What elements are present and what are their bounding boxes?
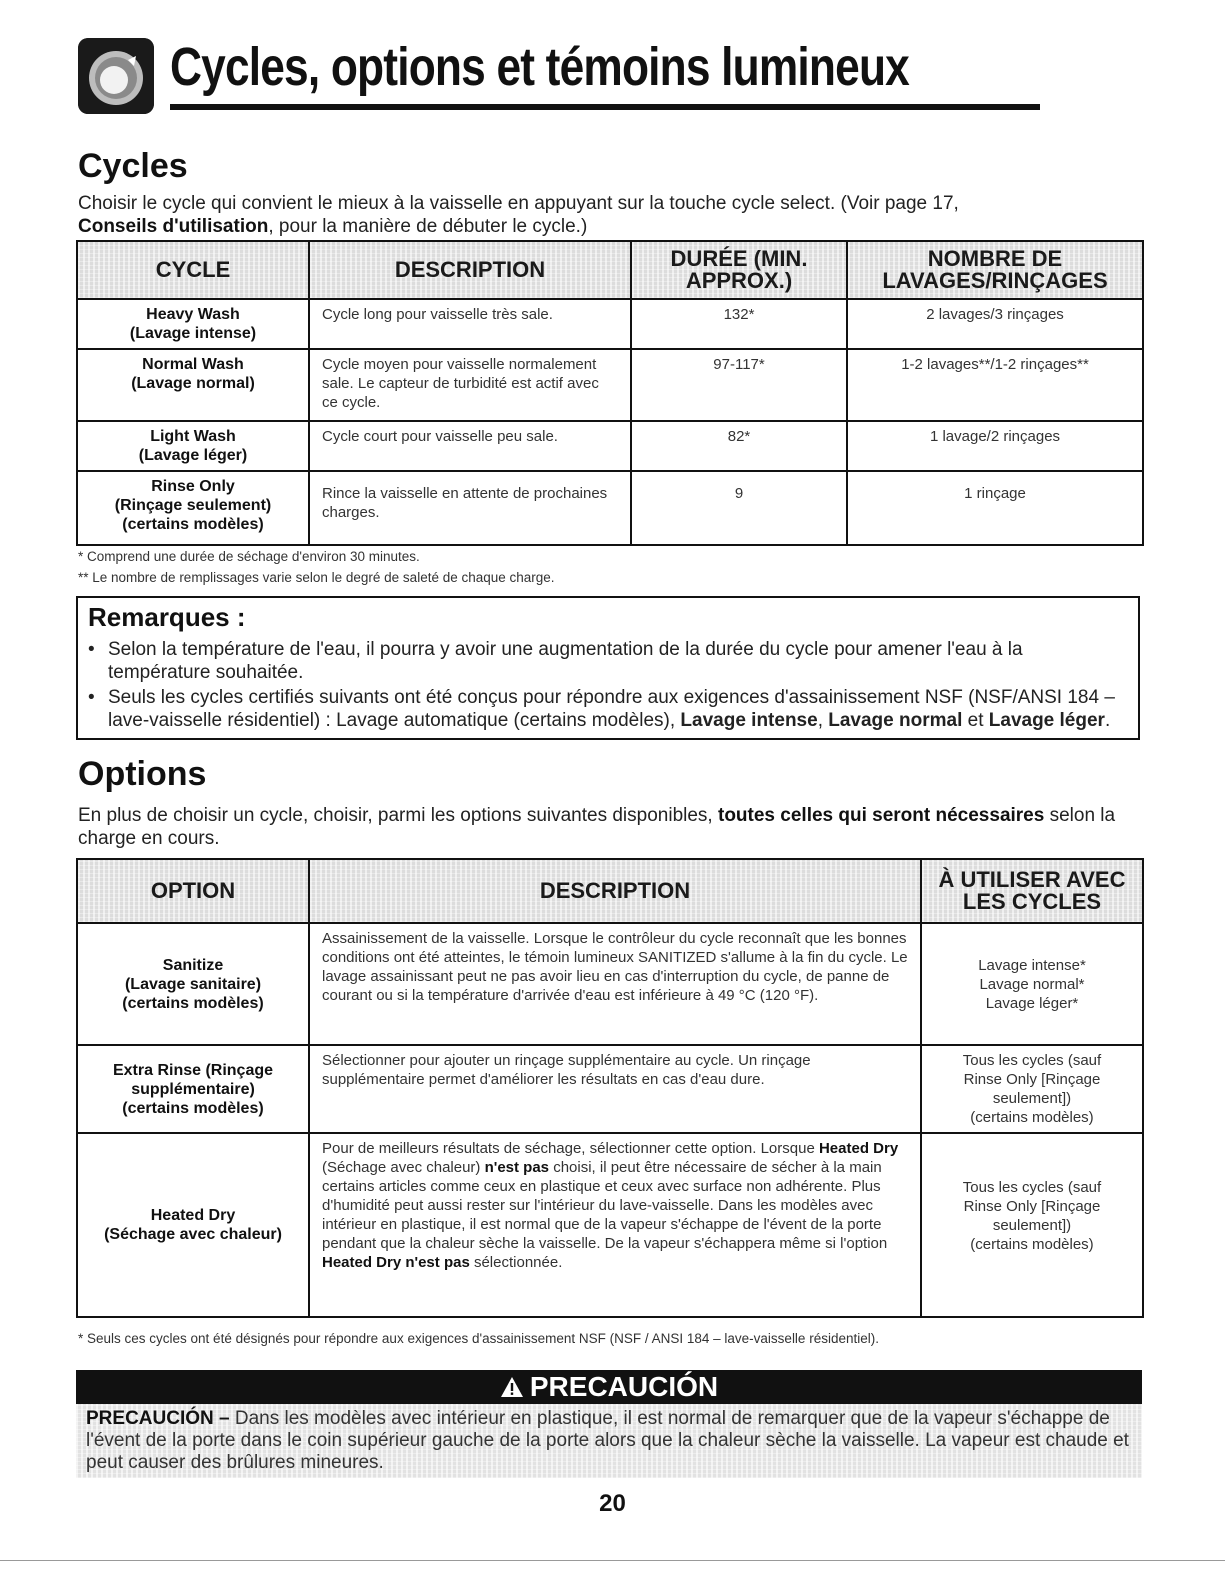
options-intro-text-a: En plus de choisir un cycle, choisir, parmi les options suivantes disponibles,	[78, 805, 718, 826]
table-row	[77, 1133, 1143, 1317]
cycles-heading: Cycles	[78, 147, 188, 185]
cycle-name-primary: Light Wash	[150, 428, 236, 445]
cycle-duration: 97-117*	[631, 349, 847, 421]
cycle-name-primary: Heavy Wash	[146, 306, 240, 323]
page-bottom-rule	[0, 1560, 1225, 1561]
options-intro-text-b: selon la charge en cours.	[78, 805, 1116, 849]
option-description	[309, 1133, 921, 1317]
cycles-footnote-2: ** Le nombre de remplissages varie selon le degré de saleté de chaque charge.	[78, 570, 555, 585]
table-row	[77, 1045, 1143, 1133]
header-washes: NOMBRE DE LAVAGES/RINÇAGES	[847, 241, 1143, 299]
table-row	[77, 923, 1143, 1045]
header-cycle: CYCLE	[77, 241, 309, 299]
cycle-washes: 2 lavages/3 rinçages	[847, 299, 1143, 349]
cycle-name-french: (Rinçage seulement)	[114, 497, 272, 514]
options-footnote: * Seuls ces cycles ont été désignés pour répondre aux exigences d'assainissement NSF (NSF / ANSI 184 – lave-vaisselle résidentiel).	[78, 1331, 879, 1346]
cycles-table	[76, 240, 1144, 546]
option-name-models: (certains modèles)	[122, 994, 264, 1012]
cycle-description: Cycle long pour vaisselle très sale.	[309, 299, 631, 349]
header-description: DESCRIPTION	[309, 859, 921, 923]
desc-bold: Heated Dry n'est pas	[322, 1254, 470, 1271]
options-intro	[78, 804, 1148, 850]
options-table-header	[77, 859, 1143, 923]
option-name-primary: Sanitize	[162, 956, 224, 974]
option-name-primary: Extra Rinse (Rinçage	[112, 1061, 274, 1079]
cycles-intro-link: Conseils d'utilisation	[78, 216, 269, 237]
cycle-description: Cycle court pour vaisselle peu sale.	[309, 421, 631, 471]
cycle-name-french: (Lavage intense)	[129, 325, 257, 342]
header-use-with: À UTILISER AVEC LES CYCLES	[921, 859, 1143, 923]
table-row	[77, 349, 1143, 421]
cycle-description: Rince la vaisselle en attente de prochaines charges.	[309, 471, 631, 545]
option-name-models: (certains modèles)	[122, 1099, 264, 1117]
option-use-with	[921, 1133, 1143, 1317]
caution-title: PRECAUCIÓN	[529, 1371, 719, 1402]
cycle-name-primary: Normal Wash	[142, 356, 244, 373]
desc-text: sélectionnée.	[469, 1254, 563, 1271]
option-name-french: (Lavage sanitaire)	[124, 975, 262, 993]
remark-end: .	[1104, 710, 1111, 731]
cycle-duration: 132*	[631, 299, 847, 349]
options-heading: Options	[78, 755, 207, 793]
cycle-washes: 1-2 lavages**/1-2 rinçages**	[847, 349, 1143, 421]
cycle-duration: 82*	[631, 421, 847, 471]
bullet-icon: •	[88, 687, 95, 708]
table-row	[77, 299, 1143, 349]
remark-bold-heavy: Lavage intense	[680, 710, 818, 731]
options-table	[76, 858, 1144, 1318]
desc-text: Pour de meilleurs résultats de séchage, sélectionner cette option. Lorsque	[322, 1140, 819, 1157]
cycle-name-primary: Rinse Only	[151, 478, 235, 495]
cycles-intro-text-a: Choisir le cycle qui convient le mieux à la vaisselle en appuyant sur la touche cycle select. (Voir page 17,	[78, 193, 959, 214]
header-option: OPTION	[77, 859, 309, 923]
dial-icon	[78, 38, 154, 114]
cycles-intro-text-b: , pour la manière de débuter le cycle.)	[268, 216, 588, 237]
option-name	[77, 1133, 309, 1317]
option-description: Assainissement de la vaisselle. Lorsque le contrôleur du cycle reconnaît que les bonnes conditions ont été atteintes, le témoin lumineux SANITIZED s'allume à la fin du cycle. Le lavage assainissant peut ne pas avoir lieu en cas d'interruption du cycle, de panne de courant ou si la température d'arrivée d'eau est inférieure à 49 °C (120 °F).	[309, 923, 921, 1045]
title-underline	[170, 104, 1040, 110]
remarks-list	[78, 638, 1128, 734]
remark-bold-normal: Lavage normal	[828, 710, 963, 731]
cycle-name	[77, 349, 309, 421]
option-name-french: supplémentaire)	[131, 1080, 255, 1098]
option-use-with	[921, 923, 1143, 1045]
cycle-duration: 9	[631, 471, 847, 545]
table-row	[77, 471, 1143, 545]
list-item	[78, 686, 1128, 732]
page-header	[78, 30, 968, 115]
options-intro-bold: toutes celles qui seront nécessaires	[718, 805, 1045, 826]
cycle-washes: 1 lavage/2 rinçages	[847, 421, 1143, 471]
caution-text: Dans les modèles avec intérieur en plastique, il est normal de remarquer que de la vapeur s'échappe de l'évent de la porte dans le coin supérieur gauche de la porte alors que la chaleur sèche la vaisselle. La vapeur est chaude et peut causer des brûlures mineures.	[86, 1408, 1129, 1473]
cycle-name	[77, 471, 309, 545]
cycle-name-french: (Lavage léger)	[138, 447, 248, 464]
caution-banner	[76, 1370, 1142, 1404]
remark-sep: et	[962, 710, 989, 731]
warning-icon	[500, 1370, 524, 1404]
header-duration: DURÉE (MIN. APPROX.)	[631, 241, 847, 299]
cycle-description: Cycle moyen pour vaisselle normalement sale. Le capteur de turbidité est actif avec ce cycle.	[309, 349, 631, 421]
remarks-heading: Remarques :	[88, 602, 246, 632]
use-line: Lavage normal*	[979, 975, 1085, 993]
desc-text: choisi, il peut être nécessaire de sécher à la main certains articles comme ceux en plastique et ceux avec surface non adhérente. Plus d'humidité peut aussi rester sur l'intérieur du lave-vaisselle. Dans les modèles avec intérieur en plastique, il est normal que de la vapeur s'échappe de l'évent de la porte pendant que la chaleur sèche la vaisselle. De la vapeur s'échappera même si l'option	[322, 1159, 888, 1252]
use-line: (certains modèles)	[970, 1109, 1094, 1126]
use-line: (certains modèles)	[970, 1236, 1094, 1253]
option-description: Sélectionner pour ajouter un rinçage supplémentaire au cycle. Un rinçage supplémentaire permet d'améliorer les résultats en cas d'eau dure.	[309, 1045, 921, 1133]
option-name	[77, 1045, 309, 1133]
use-line: Rinse Only [Rinçage seulement])	[963, 1071, 1101, 1107]
option-name-french: (Séchage avec chaleur)	[104, 1226, 282, 1243]
cycle-name	[77, 421, 309, 471]
use-line: Rinse Only [Rinçage seulement])	[963, 1198, 1101, 1234]
use-line: Tous les cycles (sauf	[962, 1179, 1102, 1196]
remark-sep: ,	[817, 710, 829, 731]
option-name	[77, 923, 309, 1045]
use-line: Lavage léger*	[985, 994, 1079, 1012]
desc-bold: n'est pas	[484, 1159, 550, 1176]
cycles-footnote-1: * Comprend une durée de séchage d'environ 30 minutes.	[78, 549, 420, 564]
header-description: DESCRIPTION	[309, 241, 631, 299]
bullet-icon: •	[88, 639, 95, 660]
cycle-name	[77, 299, 309, 349]
caution-box	[76, 1404, 1142, 1478]
option-use-with	[921, 1045, 1143, 1133]
desc-text: (Séchage avec chaleur)	[322, 1159, 485, 1176]
list-item	[78, 638, 1128, 684]
remark-text: Seuls les cycles certifiés suivants ont été conçus pour répondre aux exigences d'assainissement NSF (NSF/ANSI 184 – lave-vaisselle résidentiel) : Lavage automatique (certains modèles),	[108, 687, 1115, 731]
page-title: Cycles, options et témoins lumineux	[170, 37, 909, 97]
use-line: Lavage intense*	[978, 956, 1086, 974]
use-line: Tous les cycles (sauf	[962, 1052, 1102, 1069]
cycle-name-models: (certains modèles)	[122, 516, 264, 533]
remarks-box	[76, 596, 1140, 740]
cycle-washes: 1 rinçage	[847, 471, 1143, 545]
remark-bold-light: Lavage léger	[988, 710, 1105, 731]
table-row	[77, 421, 1143, 471]
option-name-primary: Heated Dry	[150, 1207, 236, 1224]
desc-bold: Heated Dry	[818, 1140, 899, 1157]
cycles-table-header	[77, 241, 1143, 299]
remark-text: Selon la température de l'eau, il pourra y avoir une augmentation de la durée du cycle pour amener l'eau à la température souhaitée.	[108, 639, 1023, 683]
caution-lead: PRECAUCIÓN –	[86, 1408, 230, 1429]
page-number: 20	[599, 1490, 626, 1517]
cycles-intro	[78, 192, 1148, 238]
cycle-name-french: (Lavage normal)	[131, 375, 255, 392]
